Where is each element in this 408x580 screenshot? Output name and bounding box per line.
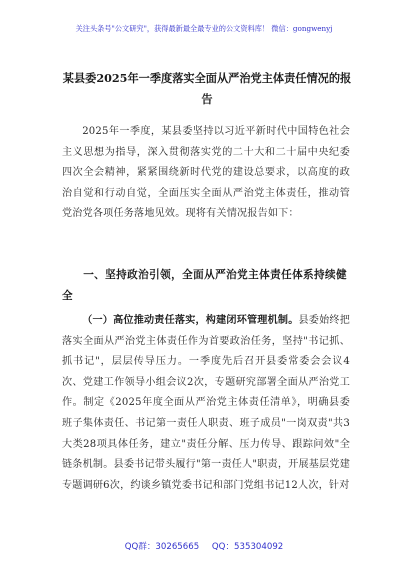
subsection-text: 县委始终把落实全面从严治党主体责任作为首要政治任务，坚持"书记抓、抓书记"，层层传导压力。一季度先后召开县委常委会会议4次、党建工作领导小组会议2次，专题研究部署全面从严治党工作。制定《2025年度全面从严治党主体责任清单》，明确县委班子集体责任、书记第一责任人职责、班子成员"一岗双责"共3大类28项具体任务，建立"责任分解、压力传导、跟踪问效"全链条机制。县委书记带头履行"第一责任人"职责，开展基层党建专题调研6次，约谈乡镇党委书记和部门党组书记12人次，针对 [62, 315, 350, 491]
header-promo-note: 关注头条号"公文研究"，获得最新最全最专业的公文资料库！ 微信：gongwenyj [75, 24, 333, 33]
footer-qq-group: QQ群：30265665 [124, 542, 200, 552]
intro-paragraph: 2025年一季度，某县委坚持以习近平新时代中国特色社会主义思想为指导，深入贯彻落实党的二十大和二十届中央纪委四次全会精神，紧紧围绕新时代党的建设总要求，以高度的政治自觉和行动自觉，全面压实全面从严治党主体责任，推动管党治党各项任务落地见效。现将有关情况报告如下： [62, 126, 350, 220]
section-heading: 一、坚持政治引领，全面从严治党主体责任体系持续健全 [62, 269, 348, 302]
document-title: 某县委2025年一季度落实全面从严治党主体责任情况的报告 [62, 71, 352, 106]
subsection-heading: （一）高位推动责任落实，构建闭环管理机制。 [82, 315, 299, 326]
footer-contact-note [0, 540, 408, 552]
footer-qq-contact: QQ：535304092 [211, 542, 284, 552]
subsection-paragraph [62, 311, 350, 496]
